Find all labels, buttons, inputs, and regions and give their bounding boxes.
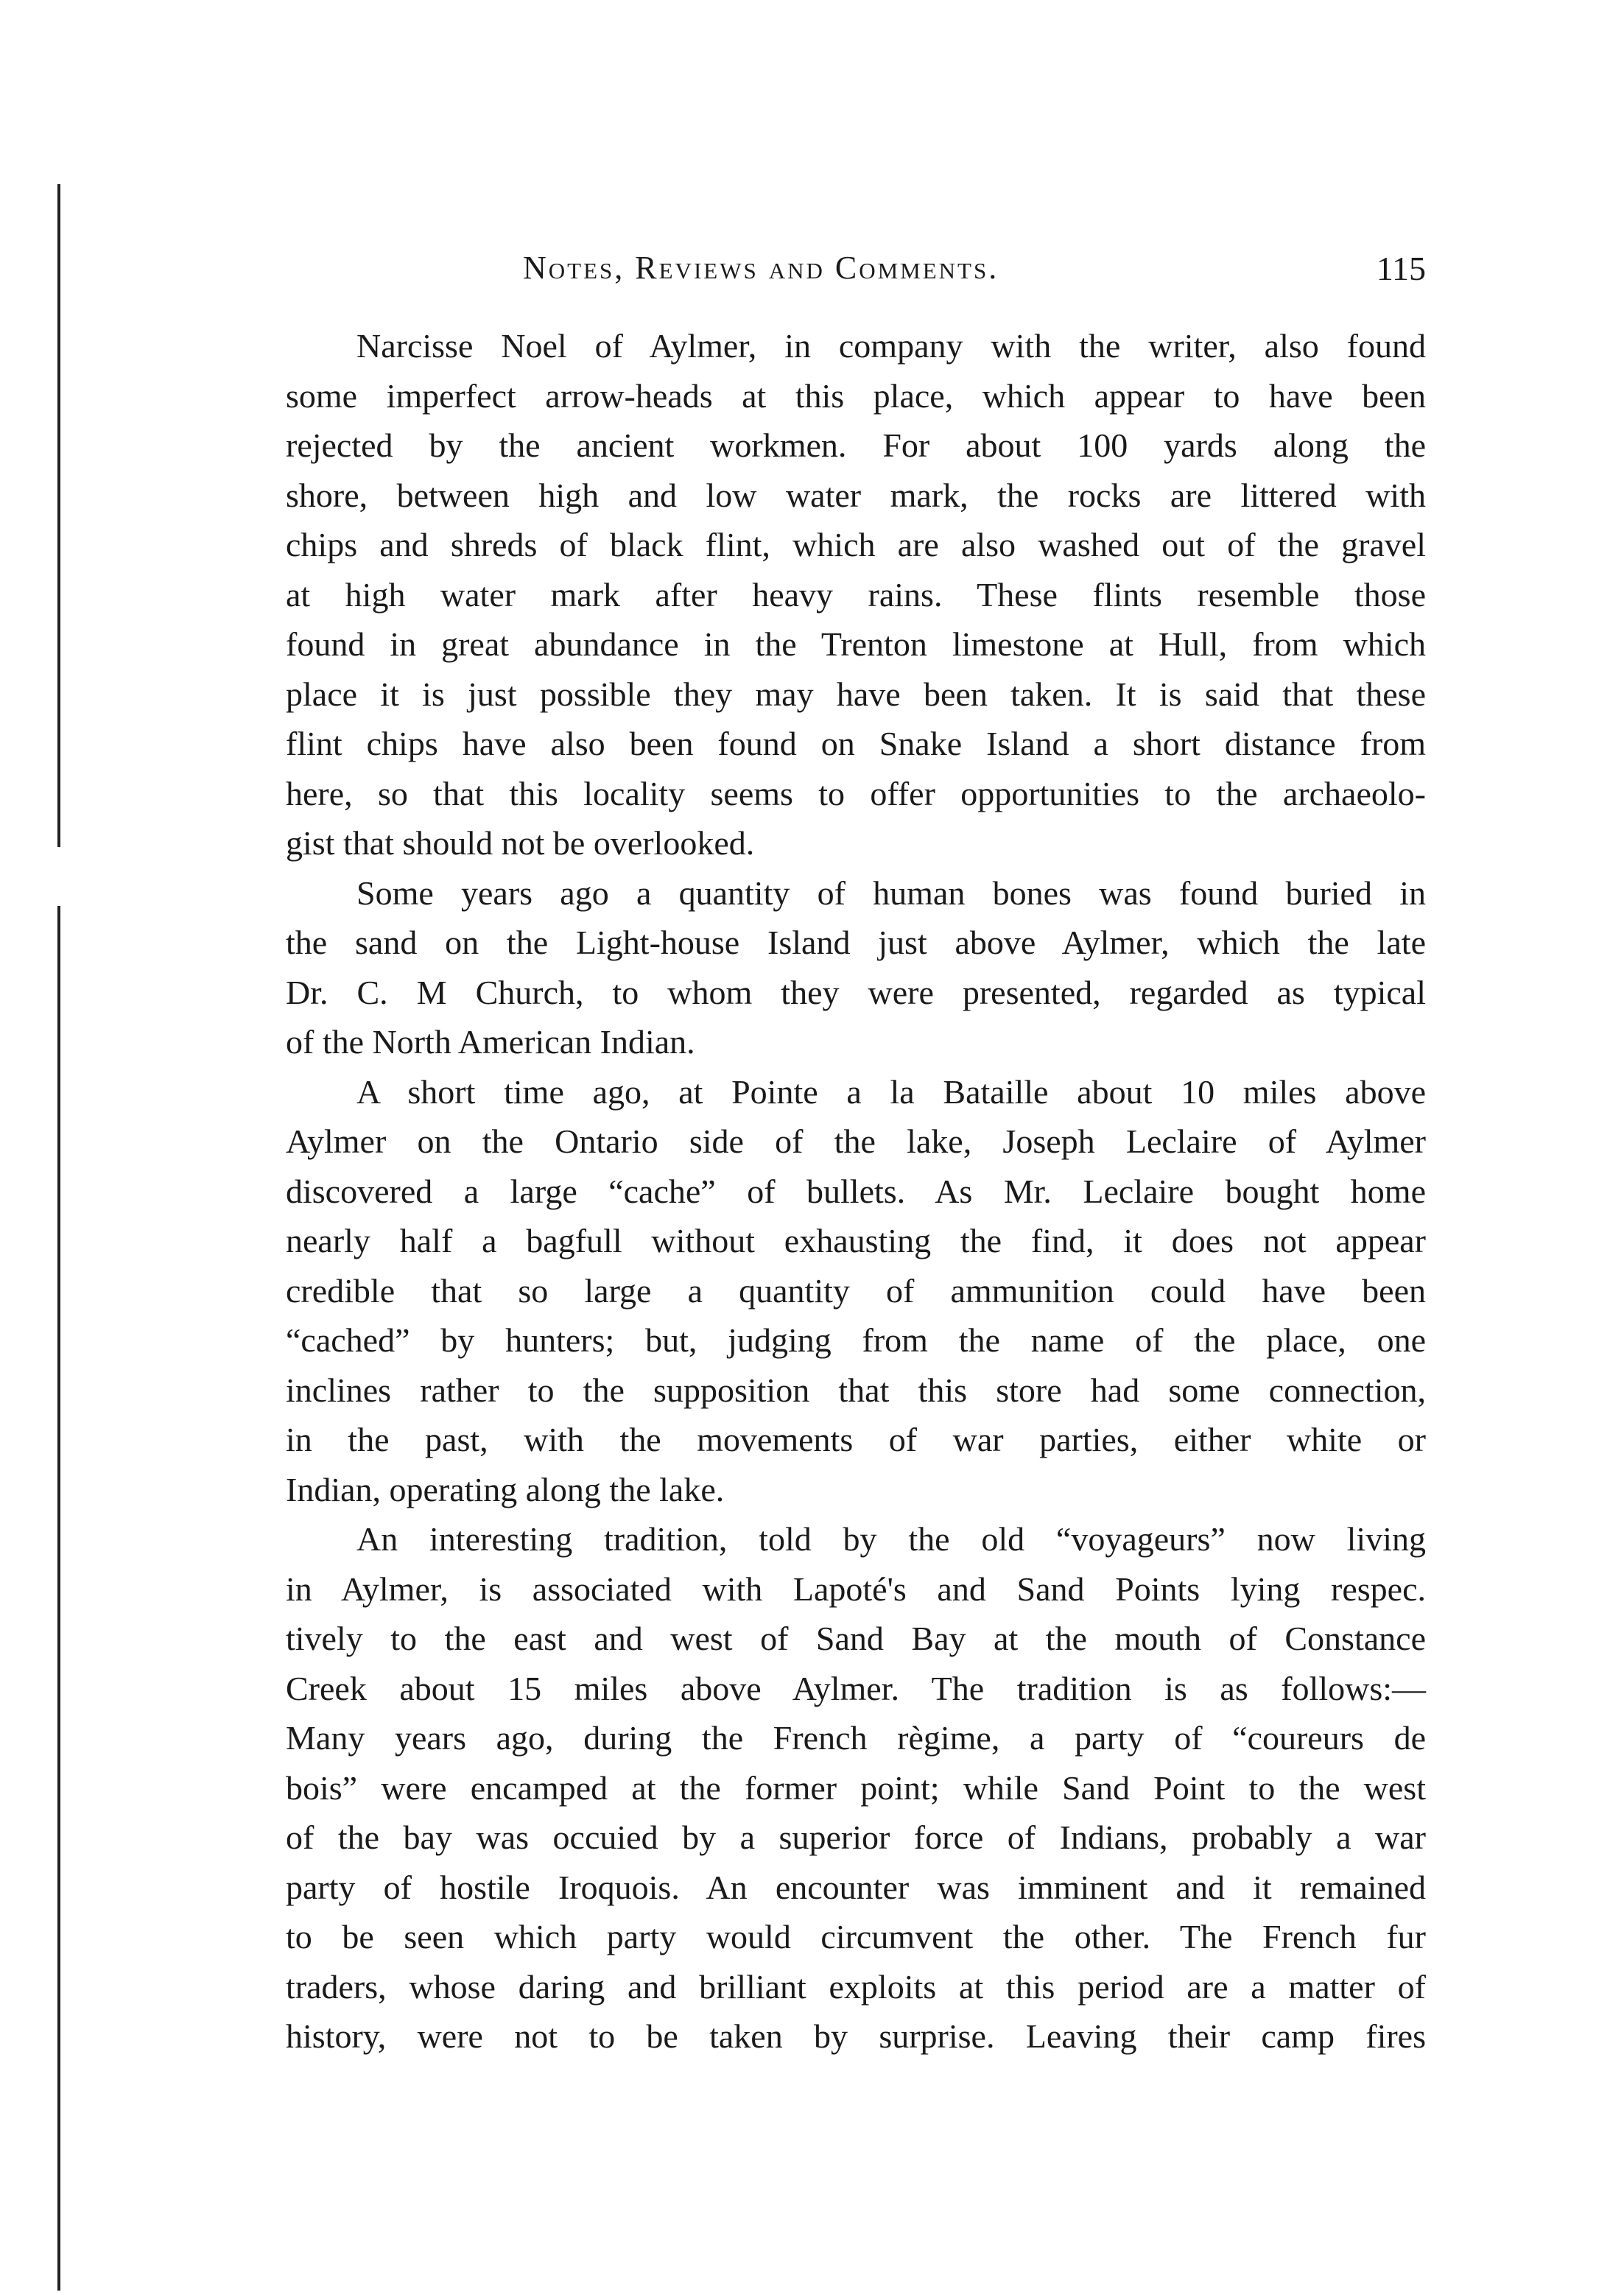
text-line: credible that so large a quantity of ammunition could have been	[286, 1271, 1426, 1310]
running-title: Notes, Reviews and Comments.	[523, 250, 999, 286]
text-line: at high water mark after heavy rains. These flints resemble those	[286, 575, 1426, 614]
text-line: chips and shreds of black flint, which are also washed out of the gravel	[286, 526, 1426, 563]
text-line: inclines rather to the supposition that this store had some connection,	[286, 1371, 1426, 1409]
paragraph-1	[286, 321, 1426, 868]
text-line: of the North American Indian.	[286, 1023, 695, 1061]
text-line: “cached” by hunters; but, judging from the name of the place, one	[286, 1321, 1426, 1359]
text-body	[286, 321, 1426, 2062]
text-line: Dr. C. M Church, to whom they were presented, regarded as typical	[286, 973, 1426, 1011]
text-line: to be seen which party would circumvent the other. The French fur	[286, 1918, 1426, 1955]
text-line: Indian, operating along the lake.	[286, 1470, 725, 1508]
text-line: traders, whose daring and brilliant exploits at this period are a matter of	[286, 1967, 1426, 2006]
text-line: A short time ago, at Pointe a la Bataille about 10 miles above	[356, 1072, 1426, 1111]
text-line: gist that should not be overlooked.	[286, 824, 755, 862]
text-line: in the past, with the movements of war parties, either white or	[286, 1421, 1426, 1458]
text-line: tively to the east and west of Sand Bay at the mouth of Constance	[286, 1620, 1426, 1657]
paragraph-3	[286, 1067, 1426, 1515]
text-line: in Aylmer, is associated with Lapoté's and Sand Points lying respec.	[286, 1570, 1426, 1608]
text-line: Aylmer on the Ontario side of the lake, Joseph Leclaire of Aylmer	[286, 1122, 1426, 1160]
text-line: Creek about 15 miles above Aylmer. The tradition is as follows:—	[286, 1669, 1426, 1707]
page-header	[286, 249, 1426, 293]
text-line: nearly half a bagfull without exhausting the find, it does not appear	[286, 1222, 1426, 1259]
text-line: Many years ago, during the French règime, a party of “coureurs de	[286, 1719, 1426, 1757]
text-line: party of hostile Iroquois. An encounter was imminent and it remained	[286, 1868, 1426, 1906]
binding-edge-mark	[57, 184, 60, 847]
text-line: discovered a large “cache” of bullets. As Mr. Leclaire bought home	[286, 1172, 1426, 1210]
paragraph-2	[286, 868, 1426, 1067]
text-line: An interesting tradition, told by the old “voyageurs” now living	[356, 1520, 1426, 1558]
paragraph-4	[286, 1514, 1426, 2062]
text-line: rejected by the ancient workmen. For about 100 yards along the	[286, 426, 1426, 464]
text-line: here, so that this locality seems to offer opportunities to the archaeolo-	[286, 774, 1426, 812]
text-line: Some years ago a quantity of human bones was found buried in	[356, 874, 1426, 912]
text-line: shore, between high and low water mark, the rocks are littered with	[286, 476, 1426, 514]
text-line: place it is just possible they may have been taken. It is said that these	[286, 675, 1426, 713]
binding-edge-mark	[57, 906, 60, 2291]
text-line: history, were not to be taken by surprise. Leaving their camp fires	[286, 2017, 1426, 2055]
text-line: bois” were encamped at the former point; while Sand Point to the west	[286, 1768, 1426, 1807]
text-line: flint chips have also been found on Snake Island a short distance from	[286, 725, 1426, 762]
text-line: found in great abundance in the Trenton limestone at Hull, from which	[286, 625, 1426, 663]
text-line: the sand on the Light-house Island just above Aylmer, which the late	[286, 924, 1426, 961]
text-line: of the bay was occuied by a superior force of Indians, probably a war	[286, 1818, 1426, 1856]
text-line: some imperfect arrow-heads at this place, which appear to have been	[286, 376, 1426, 415]
text-line: Narcisse Noel of Aylmer, in company with the writer, also found	[356, 327, 1426, 365]
page-number: 115	[1376, 250, 1426, 287]
